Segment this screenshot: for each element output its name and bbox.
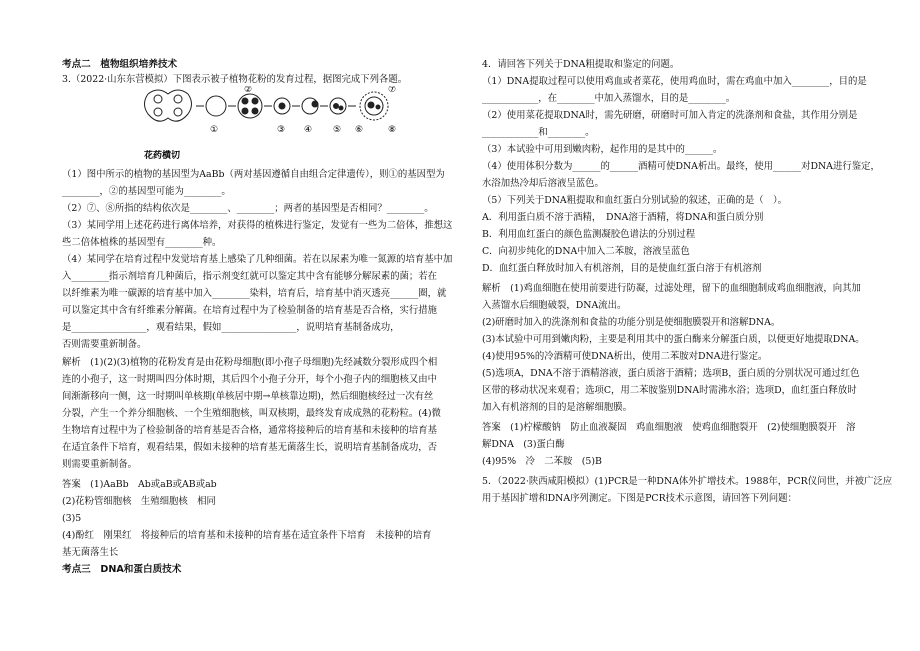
text-line: (2)研磨时加入的洗涤剂和食盐的功能分别是使细胞膜裂开和溶解DNA。 (482, 317, 781, 328)
stage-label-1: ① (210, 125, 219, 135)
section-heading: 考点二 植物组织培养技术 (62, 59, 178, 70)
text-line: 些二倍体植株的基因型有________种。 (62, 237, 222, 248)
text-line: 入蒸馏水后细胞破裂，DNA流出。 (482, 300, 627, 311)
text-line: (4)使用95%的冷酒精可使DNA析出，使用二苯胺对DNA进行鉴定。 (482, 351, 768, 362)
text-line: 区带的移动状况来观看；选项C，用二苯胺鉴别DNA时需沸水浴；选项D，血红蛋白释放时 (482, 385, 857, 396)
text-line: （1）DNA提取过程可以使用鸡血或者菜花，使用鸡血时，需在鸡血中加入________，目的是 (482, 76, 867, 87)
text-line: （1）图中所示的植物的基因型为AaBb（两对基因遵循自由组合定律遗传），则①的基因型为 (62, 169, 445, 180)
anther-cross-section (145, 90, 192, 121)
text-line: 可以鉴定其中含有纤维素分解菌。在培育过程中为了检验制备的培育基是否合格，实行措施 (62, 305, 438, 316)
stage-label-7: ⑦ (388, 86, 397, 95)
text-line: （3）本试验中可用到嫩肉粉，起作用的是其中的______。 (482, 144, 723, 155)
text-line: 在适宜条件下培育，观看结果，假如未接种的培育基无菌落生长，说明培育基制备成功，否 (62, 442, 438, 453)
text-line: 连的小孢子，这一时期叫四分体时期，其后四个小孢子分开，每个小孢子内的细胞核又由中 (62, 374, 438, 385)
development-stages (196, 92, 388, 120)
text-line: 5．（2022·陕西咸阳模拟）(1)PCR是一种DNA体外扩增技术。1988年，PCR仪问世，并被广泛应 (482, 476, 893, 487)
text-line: ____________，在________中加入蒸馏水，目的是________。 (482, 93, 736, 104)
text-line: 基无菌落生长 (62, 547, 119, 558)
text-line: 答案 (1)AaBb Ab或aB或AB或ab (62, 479, 217, 490)
text-line: 解DNA (3)蛋白酶 (482, 439, 565, 450)
text-line: 则需要重新制备。 (62, 459, 138, 470)
text-line: 分裂，产生一个养分细胞核、一个生殖细胞核，叫双核期，最终发育成成熟的花粉粒。(4)微 (62, 408, 441, 419)
text-line: B．利用血红蛋白的颜色监测凝胶色谱法的分别过程 (482, 229, 696, 240)
text-line: A．利用蛋白质不溶于酒精， DNA溶于酒精，将DNA和蛋白质分别 (482, 212, 764, 223)
text-line: (4)酚红 刚果红 将接种后的培育基和未接种的培育基在适宜条件下培育 未接种的培育 (62, 530, 432, 541)
text-line: 用于基因扩增和DNA序列测定。下图是PCR技术示意图，请回答下列问题： (482, 493, 797, 504)
text-line: (3)5 (62, 513, 82, 524)
text-line: ____________和________。 (482, 127, 595, 138)
text-line: ________，②的基因型可能为________。 (62, 186, 231, 197)
section-heading: 考点三 DNA和蛋白质技术 (62, 564, 182, 575)
text-line: （3）某同学用上述花药进行离体培养，对获得的植株进行鉴定，发觉有一些为二倍体，推想这 (62, 220, 453, 231)
text-line: （2）使用菜花提取DNA时，需先研磨，研磨时可加入肯定的洗涤剂和食盐，其作用分别是 (482, 110, 858, 121)
text-line: 3.（2022·山东东营模拟）下图表示被子植物花粉的发育过程，据图完成下列各题。 (62, 74, 408, 85)
text-line: （4）某同学在培育过程中发觉培育基上感染了几种细菌。若在以尿素为唯一氮源的培育基中加 (62, 254, 453, 265)
text-line: (2)花粉管细胞核 生殖细胞核 相同 (62, 496, 216, 507)
text-line: 是________________，观看结果，假如________________，说明培育基制备成功， (62, 322, 400, 333)
text-line: 水浴加热冷却后溶液呈蓝色。 (482, 178, 604, 189)
text-line: 解析 (1)鸡血细胞在使用前要进行防凝，过滤处理，留下的血细胞制成鸡血细胞液，向其加 (482, 283, 861, 294)
text-line: 间渐渐移向一侧，这一时期叫单核期(单核居中期→单核靠边期)，然后细胞核经过一次有丝 (62, 391, 434, 402)
text-line: (5)选项A，DNA不溶于酒精溶液，蛋白质溶于酒精；选项B，蛋白质的分别状况可通过红色 (482, 368, 860, 379)
stage-label-2: ② (244, 86, 253, 95)
text-line: 加入有机溶剂的目的是溶解细胞膜。 (482, 402, 633, 413)
figure-caption: 花药横切 (144, 151, 181, 161)
text-line: 解析 (1)(2)(3)植物的花粉发育是由花粉母细胞(即小孢子母细胞)先经减数分裂形成四个相 (62, 357, 438, 368)
text-line: 4．请回答下列关于DNA粗提取和鉴定的问题。 (482, 59, 680, 70)
text-line: (3)本试验中可用到嫩肉粉，主要是利用其中的蛋白酶来分解蛋白质，以便更好地提取DNA。 (482, 334, 865, 345)
text-line: C．向初步纯化的DNA中加入二苯胺，溶液呈蓝色 (482, 246, 690, 257)
text-line: （2）⑦、⑧所指的结构依次是________、________；两者的基因型是否相同？________。 (62, 203, 434, 214)
stage-label-4: ④ (304, 125, 313, 135)
stage-label-3: ③ (277, 125, 286, 135)
text-line: （5）下列关于DNA粗提取和血红蛋白分别试验的叙述，正确的是（ ）。 (482, 195, 788, 206)
text-line: 否则需要重新制备。 (62, 339, 147, 350)
pollen-development-figure (140, 86, 410, 162)
text-line: （4）使用体积分数为______的______酒精可使DNA析出。最终，使用______对DNA进行鉴定， (482, 161, 880, 172)
stage-label-5: ⑤ (333, 125, 342, 135)
text-line: 入________指示剂培育几种菌后，指示剂变红就可以鉴定其中含有能够分解尿素的菌；若在 (62, 271, 438, 282)
text-line: 生物培育过程中为了检验制备的培育基是否合格，通常将接种后的培育基和未接种的培育基 (62, 425, 438, 436)
text-line: (4)95% 冷 二苯胺 (5)B (482, 456, 602, 467)
stage-label-8: ⑧ (388, 125, 397, 135)
text-line: D．血红蛋白释放时加入有机溶剂，目的是使血红蛋白溶于有机溶剂 (482, 263, 762, 274)
text-line: 以纤维素为唯一碳源的培育基中加入________染料，培育后，培育基中消灭透亮______圈，就 (62, 288, 447, 299)
stage-label-6: ⑥ (355, 125, 364, 135)
text-line: 答案 (1)柠檬酸钠 防止血液凝固 鸡血细胞液 使鸡血细胞裂开 (2)使细胞膜裂开 溶 (482, 422, 856, 433)
